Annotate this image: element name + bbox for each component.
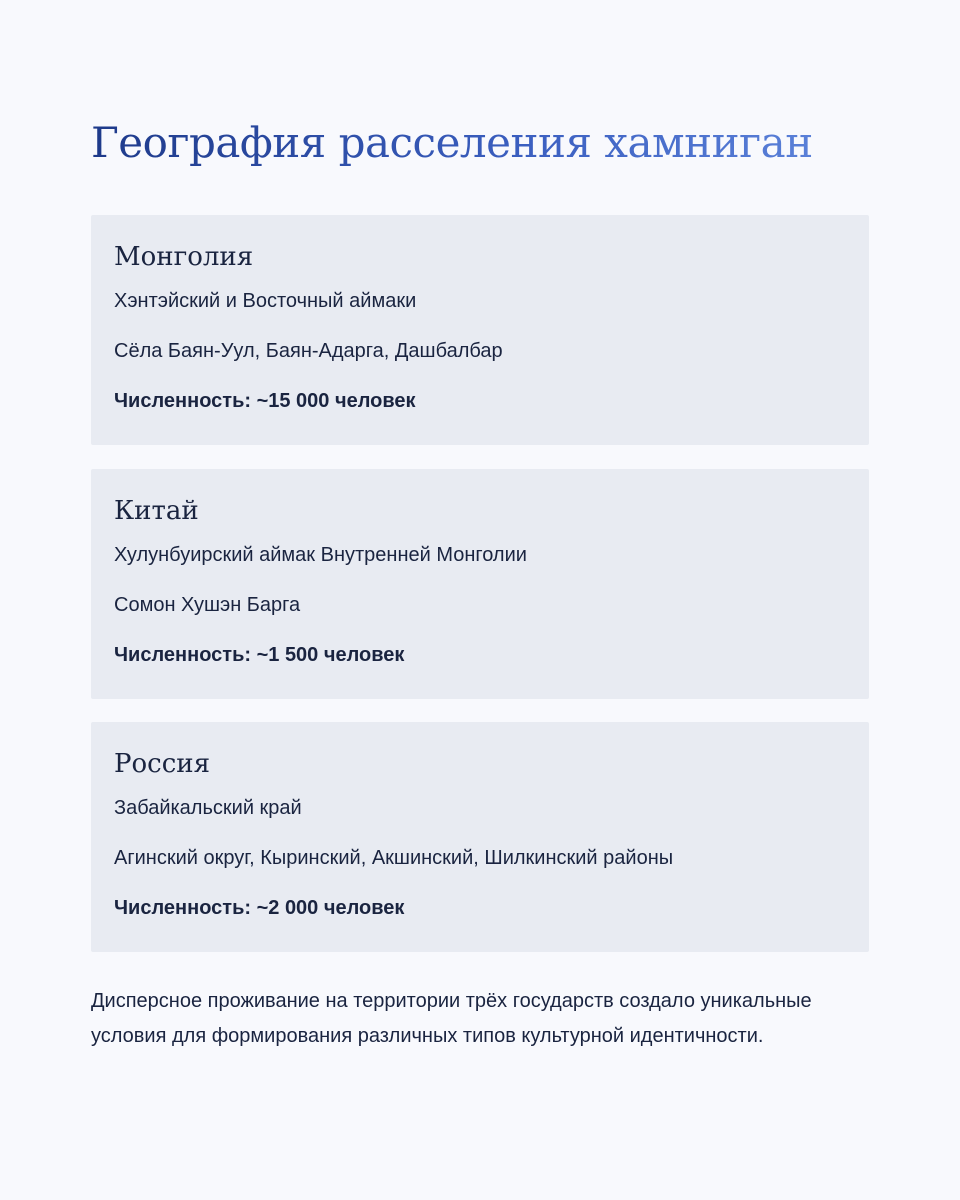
region-card-mongolia bbox=[91, 215, 869, 445]
region-line: Забайкальский край bbox=[114, 797, 302, 819]
region-line: Сомон Хушэн Барга bbox=[114, 594, 301, 616]
region-line: Хулунбуирский аймак Внутренней Монголии bbox=[114, 544, 527, 566]
region-card-china bbox=[91, 469, 869, 699]
summary-paragraph: Дисперсное проживание на территории трёх государств создало уникальные условия для формирования различных типов культурной идентичности. bbox=[91, 990, 812, 1047]
region-line: Агинский округ, Кыринский, Акшинский, Шилкинский районы bbox=[114, 847, 674, 869]
region-count: Численность: ~2 000 человек bbox=[114, 897, 405, 919]
region-name: Китай bbox=[114, 496, 199, 526]
region-line: Сёла Баян-Уул, Баян-Адарга, Дашбалбар bbox=[114, 340, 503, 362]
region-count: Численность: ~15 000 человек bbox=[114, 390, 416, 412]
region-count: Численность: ~1 500 человек bbox=[114, 644, 405, 666]
region-name: Монголия bbox=[114, 242, 254, 272]
page-title: География расселения хамниган bbox=[91, 112, 813, 174]
region-line: Хэнтэйский и Восточный аймаки bbox=[114, 290, 417, 312]
region-card-russia bbox=[91, 722, 869, 952]
region-name: Россия bbox=[114, 749, 211, 779]
